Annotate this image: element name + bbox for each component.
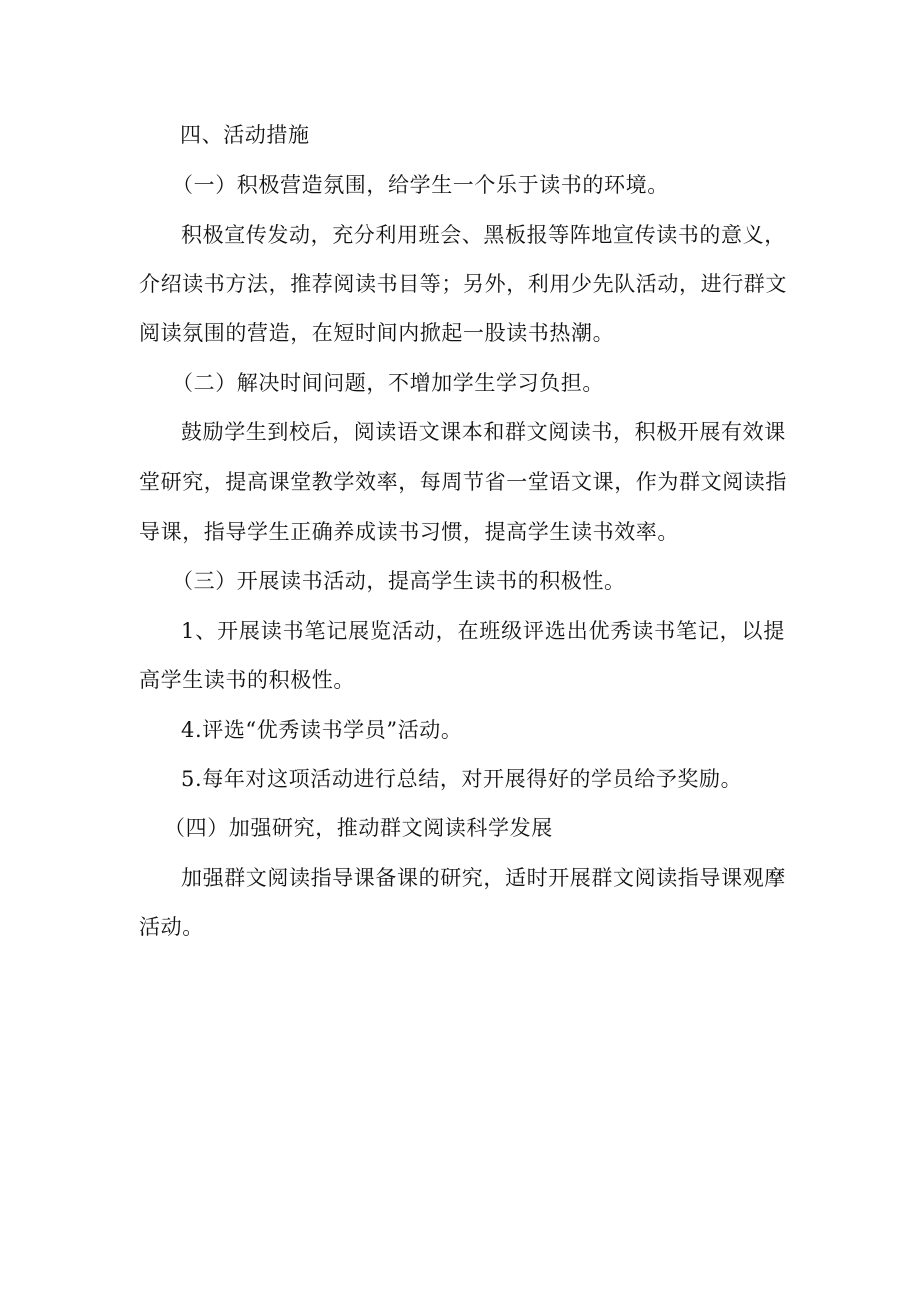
paragraph-line: 5.每年对这项活动进行总结，对开展得好的学员给予奖励。 [181,767,743,791]
paragraph-line: 活动。 [139,915,204,939]
subsection-title-3: （三）开展读书活动，提高学生读书的积极性。 [172,569,626,593]
paragraph-line: 积极宣传发动，充分利用班会、黑板报等阵地宣传读书的意义， [181,223,786,247]
paragraph-line: 阅读氛围的营造，在短时间内掀起一股读书热潮。 [139,321,615,345]
paragraph-line: 1、开展读书笔记展览活动，在班级评选出优秀读书笔记，以提 [181,619,785,643]
paragraph-line: 导课，指导学生正确养成读书习惯，提高学生读书效率。 [139,520,679,544]
paragraph-line: 介绍读书方法，推荐阅读书目等；另外，利用少先队活动，进行群文 [139,272,787,296]
subsection-title-4: （四）加强研究，推动群文阅读科学发展 [164,816,553,840]
section-heading: 四、活动措施 [180,123,310,147]
subsection-title-2: （二）解决时间问题，不增加学生学习负担。 [172,371,604,395]
subsection-title-1: （一）积极营造氛围，给学生一个乐于读书的环境。 [172,173,669,197]
paragraph-line: 高学生读书的积极性。 [139,668,355,692]
paragraph-line: 堂研究，提高课堂教学效率，每周节省一堂语文课，作为群文阅读指 [139,470,787,494]
paragraph-line: 加强群文阅读指导课备课的研究，适时开展群文阅读指导课观摩 [181,866,786,890]
paragraph-line: 4.评选“优秀读书学员”活动。 [181,718,463,742]
paragraph-line: 鼓励学生到校后，阅读语文课本和群文阅读书，积极开展有效课 [181,420,786,444]
